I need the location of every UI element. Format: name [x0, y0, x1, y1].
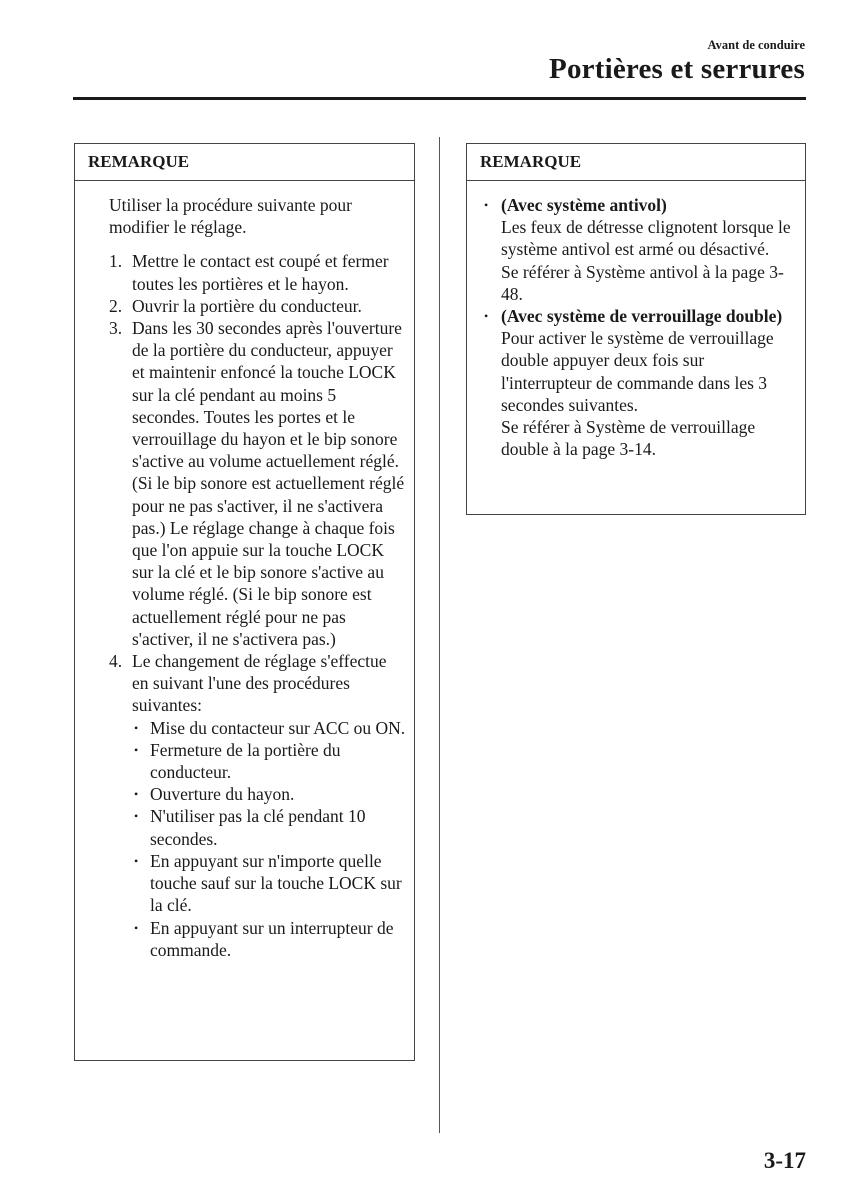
list-item — [132, 783, 406, 805]
left-note-box — [74, 143, 415, 1061]
step-number: 2. — [109, 295, 123, 316]
right-note-title: REMARQUE — [467, 144, 805, 181]
left-note-intro: Utiliser la procédure suivante pour modifier le réglage. — [109, 195, 352, 238]
list-item — [132, 805, 406, 849]
note-item — [479, 305, 797, 460]
column-divider — [439, 137, 440, 1133]
bullet-text: En appuyant sur un interrupteur de commande. — [150, 917, 394, 960]
list-item — [132, 917, 406, 961]
step-text: Dans les 30 secondes après l'ouverture de la portière du conducteur, appuyer et maintenir enfoncé la touche LOCK sur la clé pendant au moins 5 secondes. Toutes les portes et le verrouillage du hayon et le bip sonore s'active au volume actuellement réglé. (Si le bip sonore est actuellement réglé pour ne pas s'activer, il ne s'activera pas.) Le réglage change à chaque fois que l'on appuie sur la touche LOCK sur la clé et le bip sonore s'active au volume réglé. (Si le bip sonore est actuellement réglé pour ne pas s'activer, il ne s'activera pas.) — [132, 318, 405, 649]
bullet-icon: • — [134, 787, 139, 802]
right-note-body — [467, 181, 805, 460]
step-bullets — [132, 717, 406, 961]
step-text: Ouvrir la portière du conducteur. — [132, 295, 362, 316]
step-number: 3. — [109, 318, 123, 339]
bullet-icon: • — [134, 742, 139, 757]
page-number: 3-17 — [763, 1148, 806, 1173]
header-rule — [73, 97, 806, 100]
bullet-text: Mise du contacteur sur ACC ou ON. — [150, 717, 406, 738]
bullet-text: Ouverture du hayon. — [150, 784, 295, 805]
note-heading: (Avec système antivol) — [501, 195, 667, 215]
page-title: Portières et serrures — [549, 53, 805, 85]
left-note-title: REMARQUE — [75, 144, 414, 181]
steps-list — [109, 250, 406, 961]
step-item — [109, 650, 406, 961]
step-text: Mettre le contact est coupé et fermer toutes les portières et le hayon. — [132, 251, 389, 294]
bullet-icon: • — [134, 920, 139, 935]
bullet-icon: • — [134, 809, 139, 824]
bullet-text: Fermeture de la portière du conducteur. — [150, 739, 341, 783]
note-text: Les feux de détresse clignotent lorsque le système antivol est armé ou désactivé. — [501, 217, 791, 260]
note-heading: (Avec système de verrouillage double) — [501, 306, 783, 327]
step-number: 4. — [109, 651, 123, 672]
bullet-text: En appuyant sur n'importe quelle touche sauf sur la touche LOCK sur la clé. — [150, 850, 402, 916]
section-name: Avant de conduire — [707, 38, 805, 52]
note-reference: Se référer à Système antivol à la page 3-48. — [501, 261, 784, 304]
step-number: 1. — [109, 251, 123, 272]
notes-list — [479, 194, 797, 460]
list-item — [132, 739, 406, 783]
bullet-icon: • — [484, 309, 489, 324]
note-item — [479, 194, 797, 305]
bullet-text: N'utiliser pas la clé pendant 10 secondes. — [150, 806, 366, 849]
step-item — [109, 250, 406, 294]
list-item — [132, 850, 406, 917]
note-text: Pour activer le système de verrouillage double appuyer deux fois sur l'interrupteur de commande dans les 3 secondes suivantes. — [501, 328, 774, 415]
bullet-icon: • — [134, 853, 139, 868]
step-text: Le changement de réglage s'effectue en suivant l'une des procédures suivantes: — [132, 651, 387, 716]
note-reference: Se référer à Système de verrouillage double à la page 3-14. — [501, 417, 756, 460]
bullet-icon: • — [484, 198, 489, 212]
step-item — [109, 295, 406, 317]
right-note-box — [466, 143, 806, 515]
step-item — [109, 317, 406, 650]
left-note-body — [75, 181, 414, 961]
list-item — [132, 717, 406, 739]
bullet-icon: • — [134, 720, 139, 735]
